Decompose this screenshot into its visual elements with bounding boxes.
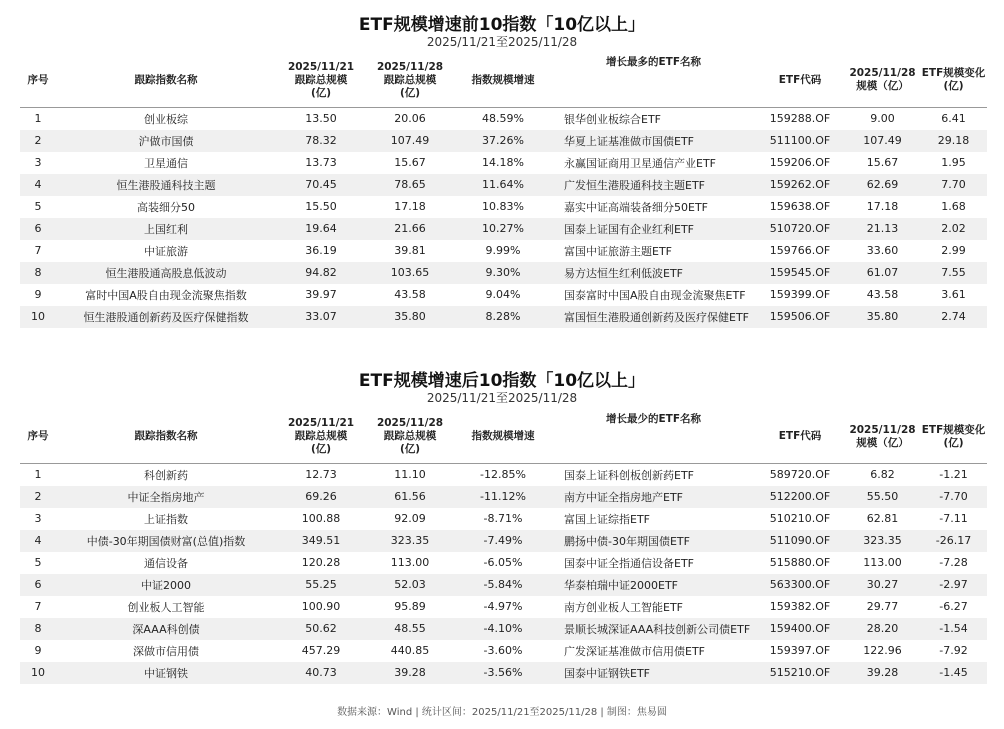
cell-rank: 6 bbox=[20, 218, 56, 240]
cell-size-start: 70.45 bbox=[276, 174, 366, 196]
cell-growth: -7.49% bbox=[454, 530, 552, 552]
header-size-end-date: 2025/11/28 bbox=[376, 417, 444, 430]
cell-size-end: 48.55 bbox=[366, 618, 454, 640]
cell-size-end: 15.67 bbox=[394, 156, 426, 169]
cell-size-start: 69.26 bbox=[276, 486, 366, 508]
cell-size-start: 55.25 bbox=[276, 574, 366, 596]
cell-etf-code: 159288.OF bbox=[769, 112, 831, 125]
cell-size-start: 12.73 bbox=[305, 468, 337, 481]
cell-etf-change: 29.18 bbox=[920, 130, 987, 152]
cell-etf-code: 159638.OF bbox=[769, 200, 831, 213]
table-row bbox=[20, 174, 987, 196]
cell-etf-change: 2.74 bbox=[920, 306, 987, 328]
cell-size-start: 100.90 bbox=[301, 600, 341, 613]
cell-size-end: 103.65 bbox=[366, 262, 454, 284]
cell-etf-code: 511090.OF bbox=[755, 530, 845, 552]
cell-size-start: 13.50 bbox=[305, 112, 337, 125]
cell-etf-name: 南方中证全指房地产ETF bbox=[552, 486, 755, 508]
cell-index-name: 高装细分50 bbox=[137, 200, 195, 214]
cell-growth: 9.04% bbox=[485, 288, 521, 301]
cell-etf-code: 159382.OF bbox=[769, 600, 831, 613]
cell-index-name: 恒生港股通创新药及医疗保健指数 bbox=[56, 306, 276, 328]
cell-etf-code: 159766.OF bbox=[769, 244, 831, 257]
cell-etf-name: 景顺长城深证AAA科技创新公司债ETF bbox=[552, 618, 755, 640]
cell-etf-change: -7.92 bbox=[939, 644, 968, 657]
cell-growth: -4.10% bbox=[454, 618, 552, 640]
cell-etf-change: 3.61 bbox=[941, 288, 966, 301]
cell-etf-code: 159545.OF bbox=[755, 262, 845, 284]
cell-size-start: 33.07 bbox=[276, 306, 366, 328]
header-size-end bbox=[366, 54, 454, 107]
cell-etf-code: 159206.OF bbox=[769, 156, 831, 169]
cell-etf-size: 17.18 bbox=[866, 200, 899, 213]
bottom-table-body bbox=[20, 463, 987, 684]
cell-index-name: 富时中国A股自由现金流聚焦指数 bbox=[85, 288, 247, 302]
cell-etf-size: 6.82 bbox=[870, 468, 895, 481]
cell-etf-change: 2.02 bbox=[920, 218, 987, 240]
cell-etf-name: 国泰中证钢铁ETF bbox=[552, 662, 755, 684]
table-row bbox=[20, 130, 987, 152]
header-rank: 序号 bbox=[20, 411, 56, 463]
cell-size-end: 95.89 bbox=[394, 600, 426, 613]
cell-etf-change: -6.27 bbox=[939, 600, 968, 613]
cell-etf-change: -7.70 bbox=[920, 486, 987, 508]
bottom-growth-table bbox=[20, 411, 987, 684]
cell-index-name: 上国红利 bbox=[56, 218, 276, 240]
cell-size-start: 457.29 bbox=[301, 644, 341, 657]
cell-growth: -3.60% bbox=[483, 644, 523, 657]
cell-size-start: 120.28 bbox=[301, 556, 341, 569]
cell-etf-size: 113.00 bbox=[863, 556, 902, 569]
cell-growth: 37.26% bbox=[454, 130, 552, 152]
cell-growth: -8.71% bbox=[483, 512, 523, 525]
cell-size-end: 52.03 bbox=[366, 574, 454, 596]
cell-etf-change: 1.68 bbox=[941, 200, 966, 213]
cell-size-end: 20.06 bbox=[394, 112, 426, 125]
cell-etf-size: 62.81 bbox=[866, 512, 899, 525]
cell-growth: 10.27% bbox=[454, 218, 552, 240]
cell-etf-change: 7.70 bbox=[920, 174, 987, 196]
header-size-end bbox=[366, 411, 454, 463]
header-etf-change bbox=[920, 54, 987, 107]
cell-etf-name: 永赢国证商用卫星通信产业ETF bbox=[564, 156, 716, 170]
cell-size-start: 39.97 bbox=[305, 288, 337, 301]
cell-etf-code: 512200.OF bbox=[755, 486, 845, 508]
cell-etf-size: 55.50 bbox=[845, 486, 920, 508]
cell-etf-change: 2.99 bbox=[941, 244, 966, 257]
cell-size-end: 78.65 bbox=[366, 174, 454, 196]
cell-etf-name: 鹏扬中债-30年期国债ETF bbox=[552, 530, 755, 552]
cell-rank: 8 bbox=[20, 262, 56, 284]
cell-index-name: 上证指数 bbox=[144, 512, 188, 526]
cell-growth: 9.30% bbox=[454, 262, 552, 284]
table-row bbox=[20, 662, 987, 684]
header-size-start bbox=[276, 411, 366, 463]
cell-size-end: 440.85 bbox=[390, 644, 430, 657]
cell-etf-code: 515880.OF bbox=[769, 556, 831, 569]
header-size-end-unit: (亿) bbox=[399, 443, 421, 456]
header-size-start-date: 2025/11/21 bbox=[287, 60, 355, 73]
cell-etf-name: 国泰中证全指通信设备ETF bbox=[564, 556, 694, 570]
table-row bbox=[20, 508, 987, 530]
cell-etf-name: 华夏上证基准做市国债ETF bbox=[552, 130, 755, 152]
cell-size-end: 323.35 bbox=[366, 530, 454, 552]
cell-size-end: 107.49 bbox=[366, 130, 454, 152]
header-size-end-label: 跟踪总规模 bbox=[383, 73, 437, 86]
top-table-subtitle: 2025/11/21至2025/11/28 bbox=[426, 35, 578, 49]
cell-rank: 9 bbox=[34, 644, 42, 657]
table-row bbox=[20, 552, 987, 574]
cell-rank: 2 bbox=[20, 486, 56, 508]
header-etf-code: ETF代码 bbox=[755, 54, 845, 107]
header-etf-change-label: ETF规模变化 bbox=[921, 67, 986, 80]
cell-growth: -4.97% bbox=[483, 600, 523, 613]
cell-etf-name: 南方创业板人工智能ETF bbox=[564, 600, 683, 614]
cell-etf-size: 107.49 bbox=[845, 130, 920, 152]
cell-rank: 5 bbox=[34, 200, 42, 213]
cell-size-end: 43.58 bbox=[394, 288, 426, 301]
cell-index-name: 科创新药 bbox=[144, 468, 188, 482]
header-etf-change bbox=[920, 411, 987, 463]
top-table-title: ETF规模增速前10指数「10亿以上」 bbox=[358, 15, 646, 35]
header-etf-change-unit: (亿) bbox=[943, 80, 964, 93]
header-growth: 指数规模增速 bbox=[454, 411, 552, 463]
cell-etf-code: 589720.OF bbox=[769, 468, 831, 481]
header-size-end-label: 跟踪总规模 bbox=[383, 430, 437, 443]
cell-etf-name: 国泰上证国有企业红利ETF bbox=[552, 218, 755, 240]
header-etf-size-date: 2025/11/28 bbox=[849, 423, 916, 436]
cell-rank: 4 bbox=[20, 530, 56, 552]
cell-size-end: 61.56 bbox=[366, 486, 454, 508]
cell-etf-name: 华泰柏瑞中证2000ETF bbox=[552, 574, 755, 596]
cell-etf-name: 广发恒生港股通科技主题ETF bbox=[552, 174, 755, 196]
cell-size-end: 39.81 bbox=[394, 244, 426, 257]
table-row bbox=[20, 218, 987, 240]
cell-etf-size: 15.67 bbox=[866, 156, 899, 169]
cell-index-name: 中证全指房地产 bbox=[56, 486, 276, 508]
cell-growth: -5.84% bbox=[454, 574, 552, 596]
cell-etf-size: 39.28 bbox=[845, 662, 920, 684]
header-size-end-date: 2025/11/28 bbox=[376, 60, 444, 73]
cell-size-start: 78.32 bbox=[276, 130, 366, 152]
cell-index-name: 中证2000 bbox=[56, 574, 276, 596]
table-row bbox=[20, 486, 987, 508]
cell-etf-name: 广发深证基准做市信用债ETF bbox=[564, 644, 705, 658]
header-etf-size-label: 规模（亿） bbox=[856, 436, 909, 449]
cell-etf-code: 511100.OF bbox=[755, 130, 845, 152]
cell-rank: 7 bbox=[34, 244, 42, 257]
table-row bbox=[20, 240, 987, 262]
table-row bbox=[20, 107, 987, 130]
cell-size-end: 113.00 bbox=[390, 556, 430, 569]
cell-etf-change: -7.11 bbox=[939, 512, 968, 525]
bottom-table-subtitle: 2025/11/21至2025/11/28 bbox=[426, 391, 578, 405]
cell-rank: 1 bbox=[34, 468, 42, 481]
cell-etf-code: 159397.OF bbox=[769, 644, 831, 657]
header-rank: 序号 bbox=[20, 54, 56, 107]
cell-etf-name: 富国中证旅游主题ETF bbox=[564, 244, 672, 258]
cell-etf-change: -1.21 bbox=[939, 468, 968, 481]
cell-etf-size: 30.27 bbox=[845, 574, 920, 596]
cell-growth: -11.12% bbox=[454, 486, 552, 508]
table-row bbox=[20, 574, 987, 596]
header-etf-size bbox=[845, 54, 920, 107]
table-row bbox=[20, 463, 987, 486]
cell-index-name: 通信设备 bbox=[144, 556, 188, 570]
cell-size-end: 11.10 bbox=[394, 468, 426, 481]
cell-size-start: 349.51 bbox=[276, 530, 366, 552]
cell-etf-size: 35.80 bbox=[845, 306, 920, 328]
cell-size-start: 100.88 bbox=[301, 512, 341, 525]
cell-size-end: 39.28 bbox=[366, 662, 454, 684]
cell-size-start: 94.82 bbox=[276, 262, 366, 284]
header-etf-size-date: 2025/11/28 bbox=[849, 67, 916, 80]
top-growth-table bbox=[20, 54, 987, 328]
cell-etf-code: 563300.OF bbox=[755, 574, 845, 596]
header-size-end-unit: (亿) bbox=[399, 86, 421, 99]
cell-etf-name: 富国上证综指ETF bbox=[564, 512, 650, 526]
cell-etf-change: 7.55 bbox=[920, 262, 987, 284]
cell-etf-size: 122.96 bbox=[863, 644, 902, 657]
cell-etf-change: 6.41 bbox=[941, 112, 966, 125]
cell-etf-size: 323.35 bbox=[845, 530, 920, 552]
cell-index-name: 恒生港股通科技主题 bbox=[56, 174, 276, 196]
cell-growth: 48.59% bbox=[482, 112, 524, 125]
table-row bbox=[20, 618, 987, 640]
table-row bbox=[20, 284, 987, 306]
cell-rank: 7 bbox=[34, 600, 42, 613]
cell-rank: 5 bbox=[34, 556, 42, 569]
cell-etf-size: 33.60 bbox=[866, 244, 899, 257]
cell-etf-size: 9.00 bbox=[870, 112, 895, 125]
cell-etf-size: 43.58 bbox=[866, 288, 899, 301]
cell-index-name: 创业板人工智能 bbox=[127, 600, 205, 614]
cell-etf-change: -1.54 bbox=[920, 618, 987, 640]
cell-growth: 14.18% bbox=[482, 156, 524, 169]
top-table-body bbox=[20, 107, 987, 328]
table-row bbox=[20, 596, 987, 618]
cell-growth: 10.83% bbox=[482, 200, 524, 213]
header-size-start-date: 2025/11/21 bbox=[287, 417, 355, 430]
table-row bbox=[20, 152, 987, 174]
cell-rank: 1 bbox=[34, 112, 42, 125]
cell-size-start: 40.73 bbox=[276, 662, 366, 684]
cell-size-end: 17.18 bbox=[394, 200, 426, 213]
header-index-name: 跟踪指数名称 bbox=[56, 54, 276, 107]
header-etf-change-label: ETF规模变化 bbox=[921, 423, 986, 436]
cell-growth: -3.56% bbox=[454, 662, 552, 684]
header-size-start-unit: (亿) bbox=[310, 443, 332, 456]
header-growth: 指数规模增速 bbox=[454, 54, 552, 107]
cell-rank: 4 bbox=[20, 174, 56, 196]
cell-etf-code: 159400.OF bbox=[755, 618, 845, 640]
cell-etf-change: 1.95 bbox=[941, 156, 966, 169]
cell-index-name: 中证旅游 bbox=[144, 244, 188, 258]
cell-size-start: 13.73 bbox=[305, 156, 337, 169]
header-size-start-label: 跟踪总规模 bbox=[294, 73, 348, 86]
cell-etf-change: -26.17 bbox=[920, 530, 987, 552]
cell-etf-name: 国泰上证科创板创新药ETF bbox=[564, 468, 694, 482]
bottom-table-title: ETF规模增速后10指数「10亿以上」 bbox=[358, 371, 646, 391]
cell-growth: 9.99% bbox=[485, 244, 521, 257]
header-size-start-unit: (亿) bbox=[310, 86, 332, 99]
cell-rank: 9 bbox=[34, 288, 42, 301]
cell-index-name: 沪做市国债 bbox=[56, 130, 276, 152]
cell-etf-code: 510720.OF bbox=[755, 218, 845, 240]
cell-etf-name: 国泰富时中国A股自由现金流聚焦ETF bbox=[564, 288, 746, 302]
cell-rank: 3 bbox=[34, 512, 42, 525]
cell-size-start: 15.50 bbox=[305, 200, 337, 213]
cell-size-start: 19.64 bbox=[276, 218, 366, 240]
cell-rank: 8 bbox=[20, 618, 56, 640]
header-etf-size bbox=[845, 411, 920, 463]
cell-rank: 6 bbox=[20, 574, 56, 596]
cell-etf-change: -2.97 bbox=[920, 574, 987, 596]
table-row bbox=[20, 196, 987, 218]
cell-index-name: 恒生港股通高股息低波动 bbox=[56, 262, 276, 284]
cell-etf-code: 159262.OF bbox=[755, 174, 845, 196]
cell-rank: 3 bbox=[34, 156, 42, 169]
cell-etf-size: 21.13 bbox=[845, 218, 920, 240]
cell-size-end: 21.66 bbox=[366, 218, 454, 240]
cell-size-start: 50.62 bbox=[276, 618, 366, 640]
header-size-start bbox=[276, 54, 366, 107]
table-row bbox=[20, 262, 987, 284]
header-etf-size-label: 规模（亿） bbox=[856, 80, 909, 93]
cell-size-end: 35.80 bbox=[366, 306, 454, 328]
table-row bbox=[20, 306, 987, 328]
cell-etf-change: -7.28 bbox=[939, 556, 968, 569]
cell-growth: 8.28% bbox=[454, 306, 552, 328]
header-size-start-label: 跟踪总规模 bbox=[294, 430, 348, 443]
cell-growth: -6.05% bbox=[483, 556, 523, 569]
cell-index-name: 深做市信用债 bbox=[133, 644, 199, 658]
cell-etf-name: 易方达恒生红利低波ETF bbox=[552, 262, 755, 284]
cell-etf-size: 29.77 bbox=[866, 600, 899, 613]
cell-etf-size: 28.20 bbox=[845, 618, 920, 640]
cell-growth: -12.85% bbox=[480, 468, 526, 481]
cell-index-name: 创业板综 bbox=[144, 112, 188, 126]
cell-growth: 11.64% bbox=[454, 174, 552, 196]
footer-source-note: 数据来源：Wind | 统计区间：2025/11/21至2025/11/28 | 制图：焦易圆 bbox=[337, 707, 667, 718]
cell-index-name: 中证钢铁 bbox=[56, 662, 276, 684]
cell-rank: 10 bbox=[20, 306, 56, 328]
cell-index-name: 中债-30年期国债财富(总值)指数 bbox=[56, 530, 276, 552]
cell-size-start: 36.19 bbox=[305, 244, 337, 257]
header-index-name: 跟踪指数名称 bbox=[56, 411, 276, 463]
cell-etf-change: -1.45 bbox=[920, 662, 987, 684]
cell-etf-code: 510210.OF bbox=[769, 512, 831, 525]
cell-etf-code: 515210.OF bbox=[755, 662, 845, 684]
cell-etf-size: 61.07 bbox=[845, 262, 920, 284]
cell-etf-name: 嘉实中证高端装备细分50ETF bbox=[564, 200, 708, 214]
cell-etf-size: 62.69 bbox=[845, 174, 920, 196]
cell-index-name: 深AAA科创债 bbox=[56, 618, 276, 640]
cell-size-end: 92.09 bbox=[394, 512, 426, 525]
cell-etf-name: 银华创业板综合ETF bbox=[564, 112, 661, 126]
header-etf-name: 增长最多的ETF名称 bbox=[552, 54, 755, 107]
header-etf-change-unit: (亿) bbox=[943, 436, 964, 449]
cell-etf-name: 富国恒生港股通创新药及医疗保健ETF bbox=[552, 306, 755, 328]
header-etf-code: ETF代码 bbox=[755, 411, 845, 463]
header-etf-name: 增长最少的ETF名称 bbox=[552, 411, 755, 463]
cell-etf-code: 159399.OF bbox=[769, 288, 831, 301]
cell-rank: 2 bbox=[20, 130, 56, 152]
table-row bbox=[20, 640, 987, 662]
cell-etf-code: 159506.OF bbox=[755, 306, 845, 328]
table-row bbox=[20, 530, 987, 552]
cell-rank: 10 bbox=[20, 662, 56, 684]
cell-index-name: 卫星通信 bbox=[144, 156, 188, 170]
